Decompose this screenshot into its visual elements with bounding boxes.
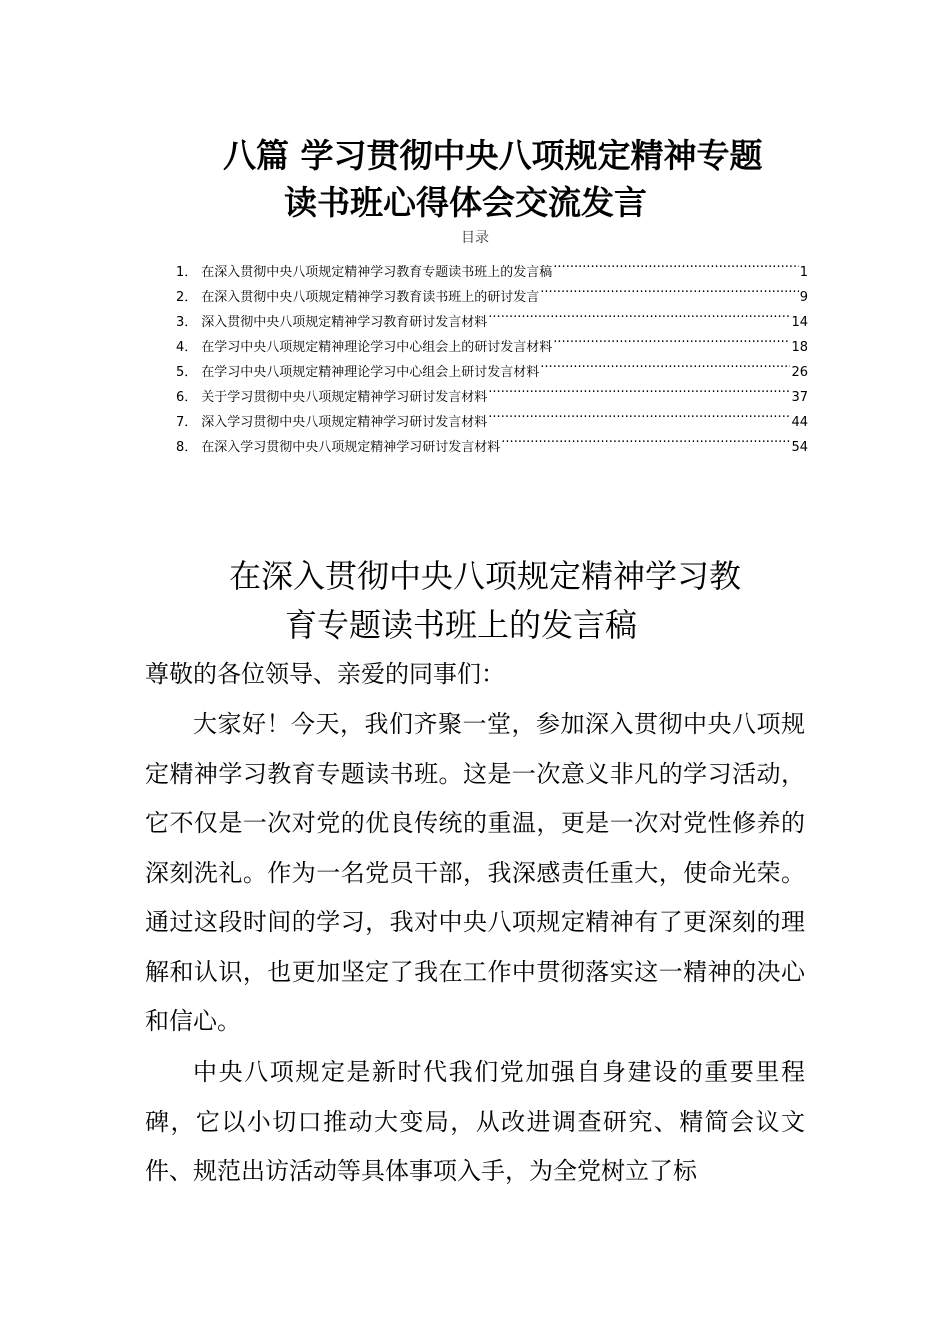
- toc-leader-dots: [488, 301, 790, 326]
- toc-item-page: 18: [791, 340, 808, 355]
- toc-item-number: 8．: [176, 440, 198, 455]
- toc-item-number: 5．: [176, 365, 198, 380]
- toc-item-page: 1: [799, 265, 808, 280]
- toc-item-number: 6．: [176, 390, 198, 405]
- article-title-line-2: 育专题读书班上的发言稿: [285, 606, 638, 644]
- toc-item-page: 44: [791, 415, 808, 430]
- table-of-contents: [176, 251, 808, 455]
- toc-item-page: 37: [791, 390, 808, 405]
- toc-item-page: 26: [791, 365, 808, 380]
- toc-item-title: 在学习中央八项规定精神理论学习中心组会上研讨发言材料: [201, 365, 540, 380]
- salutation: 尊敬的各位领导、亲爱的同事们：: [145, 660, 505, 688]
- toc-leader-dots: [553, 251, 798, 276]
- article-title-line-1: 在深入贯彻中央八项规定精神学习教: [229, 557, 742, 595]
- toc-leader-dots: [501, 426, 790, 451]
- toc-leader-dots: [540, 276, 798, 301]
- toc-leader-dots: [540, 351, 790, 376]
- toc-item-number: 2．: [176, 290, 198, 305]
- toc-heading: 目录: [461, 230, 489, 246]
- toc-item-title: 深入贯彻中央八项规定精神学习教育研讨发言材料: [201, 315, 488, 330]
- toc-item-title: 在深入贯彻中央八项规定精神学习教育专题读书班上的发言稿: [201, 265, 553, 280]
- toc-item[interactable]: [176, 251, 808, 280]
- body-paragraph-2: 中央八项规定是新时代我们党加强自身建设的重要里程碑，它以小切口推动大变局，从改进调查研究、精简会议文件、规范出访活动等具体事项入手，为全党树立了标: [145, 1058, 805, 1185]
- document-title-line-2: 读书班心得体会交流发言: [284, 183, 647, 222]
- toc-item-title: 在深入学习贯彻中央八项规定精神学习研讨发言材料: [201, 440, 501, 455]
- toc-item-number: 4．: [176, 340, 198, 355]
- toc-item-title: 深入学习贯彻中央八项规定精神学习研讨发言材料: [201, 415, 488, 430]
- toc-item-title: 在学习中央八项规定精神理论学习中心组会上的研讨发言材料: [201, 340, 553, 355]
- toc-item-title: 在深入贯彻中央八项规定精神学习教育读书班上的研讨发言: [201, 290, 540, 305]
- body-paragraph-1: 大家好！今天，我们齐聚一堂，参加深入贯彻中央八项规定精神学习教育专题读书班。这是一次意义非凡的学习活动，它不仅是一次对党的优良传统的重温，更是一次对党性修养的深刻洗礼。作为一名党员干部，我深感责任重大，使命光荣。通过这段时间的学习，我对中央八项规定精神有了更深刻的理解和认识，也更加坚定了我在工作中贯彻落实这一精神的决心和信心。: [145, 710, 805, 1035]
- toc-item-number: 7．: [176, 415, 198, 430]
- toc-item-title: 关于学习贯彻中央八项规定精神学习研讨发言材料: [201, 390, 488, 405]
- document-title-line-1: 八篇 学习贯彻中央八项规定精神专题: [223, 136, 763, 175]
- toc-leader-dots: [553, 326, 790, 351]
- toc-leader-dots: [488, 401, 790, 426]
- toc-item-number: 3．: [176, 315, 198, 330]
- toc-item-page: 54: [791, 440, 808, 455]
- toc-item-number: 1．: [176, 265, 198, 280]
- toc-item-page: 9: [799, 290, 808, 305]
- toc-leader-dots: [488, 376, 790, 401]
- toc-item-page: 14: [791, 315, 808, 330]
